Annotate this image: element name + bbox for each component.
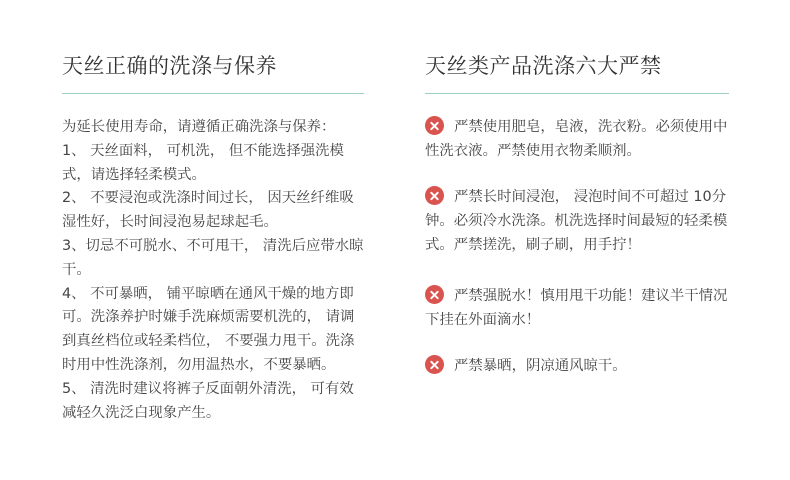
care-step-1: 1、 天丝面料， 可机洗， 但不能选择强洗模式，请选择轻柔模式。 bbox=[62, 142, 344, 183]
care-title-divider bbox=[62, 93, 364, 94]
prohibitions-title: 天丝类产品洗涤六大严禁 bbox=[425, 54, 662, 78]
care-intro: 为延长使用寿命，请遵循正确洗涤与保养： bbox=[62, 119, 336, 135]
prohibition-item bbox=[425, 355, 729, 379]
prohibition-text: 严禁使用肥皂，皂液，洗衣粉。必须使用中性洗衣液。严禁使用衣物柔顺剂。 bbox=[425, 119, 728, 159]
care-instructions-title: 天丝正确的洗涤与保养 bbox=[62, 54, 277, 78]
prohibition-text: 严禁暴晒，阴凉通风晾干。 bbox=[454, 358, 627, 374]
prohibition-text: 严禁长时间浸泡， 浸泡时间不可超过 10分钟。必须冷水洗涤。机洗选择时间最短的轻柔模式。严禁搓洗，刷子刷，用手拧！ bbox=[425, 189, 728, 253]
prohibition-item bbox=[425, 116, 729, 164]
prohibition-text: 严禁强脱水！慎用甩干功能！建议半干情况下挂在外面滴水！ bbox=[425, 288, 728, 328]
care-step-2: 2、 不要浸泡或洗涤时间过长， 因天丝纤维吸湿性好，长时间浸泡易起球起毛。 bbox=[62, 190, 354, 231]
prohibition-item bbox=[425, 186, 729, 257]
x-circle-icon bbox=[425, 355, 444, 374]
care-step-5: 5、 清洗时建议将裤子反面朝外清洗， 可有效减轻久洗泛白现象产生。 bbox=[62, 380, 354, 421]
x-circle-icon bbox=[425, 116, 444, 135]
care-step-4: 4、 不可暴晒， 铺平晾晒在通风干燥的地方即可。洗涤养护时嫌手洗麻烦需要机洗的， 请调到真丝档位或轻柔档位， 不要强力甩干。洗涤时用中性洗涤剂，勿用温热水，不要暴晒。 bbox=[62, 285, 355, 373]
care-step-3: 3、切忌不可脱水、不可甩干， 清洗后应带水晾干。 bbox=[62, 237, 364, 278]
care-instructions-body bbox=[62, 116, 364, 425]
prohibitions-title-divider bbox=[425, 93, 729, 94]
x-circle-icon bbox=[425, 285, 444, 304]
prohibition-item bbox=[425, 285, 729, 333]
x-circle-icon bbox=[425, 186, 444, 205]
